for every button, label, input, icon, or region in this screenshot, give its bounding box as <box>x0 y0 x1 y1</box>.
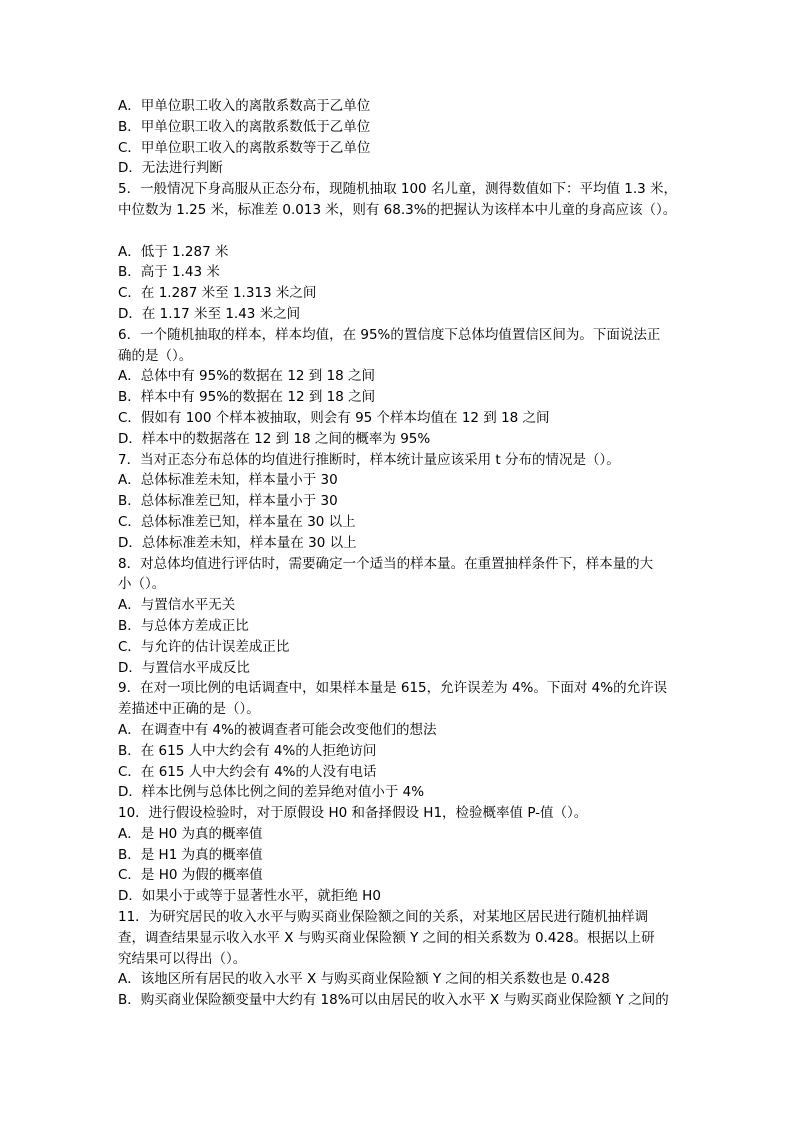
answer-option: B．总体标准差已知，样本量小于 30 <box>118 493 338 510</box>
document-page <box>118 96 688 1011</box>
question-text-line: 中位数为 1.25 米，标准差 0.013 米，则有 68.3%的把握认为该样本中儿童的身高应该（）。 <box>118 201 677 218</box>
question-text-line: 差描述中正确的是（）。 <box>118 701 260 718</box>
answer-option: D．如果小于或等于显著性水平，就拒绝 H0 <box>118 888 381 905</box>
question-text-line: 确的是（）。 <box>118 347 193 364</box>
question-text-line: 8．对总体均值进行评估时，需要确定一个适当的样本量。在重置抽样条件下，样本量的大 <box>118 555 654 572</box>
answer-option: B．是 H1 为真的概率值 <box>118 846 263 863</box>
question-text-line: 6．一个随机抽取的样本，样本均值，在 95%的置信度下总体均值置信区间为。下面说法正 <box>118 326 661 343</box>
answer-option: C．总体标准差已知，样本量在 30 以上 <box>118 513 356 530</box>
question-text-line: 11．为研究居民的收入水平与购买商业保险额之间的关系，对某地区居民进行随机抽样调 <box>118 909 649 926</box>
answer-option: D．在 1.17 米至 1.43 米之间 <box>118 305 301 322</box>
answer-option: B．在 615 人中大约会有 4%的人拒绝访问 <box>118 742 377 759</box>
answer-option: B．购买商业保险额变量中大约有 18%可以由居民的收入水平 X 与购买商业保险额 Y 之间的 <box>118 992 669 1009</box>
answer-option: C．在 1.287 米至 1.313 米之间 <box>118 285 317 302</box>
answer-option: C．是 H0 为假的概率值 <box>118 867 263 884</box>
blank-line <box>118 221 688 242</box>
answer-option: C．在 615 人中大约会有 4%的人没有电话 <box>118 763 377 780</box>
answer-option: A．该地区所有居民的收入水平 X 与购买商业保险额 Y 之间的相关系数也是 0.428 <box>118 971 610 988</box>
answer-option: C．甲单位职工收入的离散系数等于乙单位 <box>118 139 371 156</box>
answer-option: A．低于 1.287 米 <box>118 243 229 260</box>
answer-option: C．假如有 100 个样本被抽取，则会有 95 个样本均值在 12 到 18 之间 <box>118 409 550 426</box>
question-text-line: 究结果可以得出（）。 <box>118 950 247 967</box>
answer-option: B．高于 1.43 米 <box>118 264 220 281</box>
answer-option: C．与允许的估计误差成正比 <box>118 638 290 655</box>
question-text-line: 查，调查结果显示收入水平 X 与购买商业保险额 Y 之间的相关系数为 0.428。根据以上研 <box>118 929 655 946</box>
answer-option: A．在调查中有 4%的被调查者可能会改变他们的想法 <box>118 721 437 738</box>
question-text-line: 9．在对一项比例的电话调查中，如果样本量是 615，允许误差为 4%。下面对 4%的允许误 <box>118 680 668 697</box>
answer-option: D．总体标准差未知，样本量在 30 以上 <box>118 534 357 551</box>
question-text-line: 10．进行假设检验时，对于原假设 H0 和备择假设 H1，检验概率值 P-值（）。 <box>118 805 588 822</box>
answer-option: A．与置信水平无关 <box>118 597 236 614</box>
answer-option: B．甲单位职工收入的离散系数低于乙单位 <box>118 118 371 135</box>
answer-option: A．总体中有 95%的数据在 12 到 18 之间 <box>118 368 376 385</box>
answer-option: D．样本比例与总体比例之间的差异绝对值小于 4% <box>118 784 425 801</box>
answer-option: B．样本中有 95%的数据在 12 到 18 之间 <box>118 389 376 406</box>
answer-option: A．总体标准差未知，样本量小于 30 <box>118 472 338 489</box>
answer-option: D．与置信水平成反比 <box>118 659 250 676</box>
answer-option: D．无法进行判断 <box>118 160 223 177</box>
answer-option: D．样本中的数据落在 12 到 18 之间的概率为 95% <box>118 430 431 447</box>
answer-option: A．是 H0 为真的概率值 <box>118 825 263 842</box>
question-text-line: 5．一般情况下身高服从正态分布，现随机抽取 100 名儿童，测得数值如下：平均值 1.3 米， <box>118 181 677 198</box>
question-text-line: 小（）。 <box>118 576 166 593</box>
answer-option: A．甲单位职工收入的离散系数高于乙单位 <box>118 98 371 114</box>
question-text-line: 7．当对正态分布总体的均值进行推断时，样本统计量应该采用 t 分布的情况是（）。 <box>118 451 620 468</box>
answer-option: B．与总体方差成正比 <box>118 617 249 634</box>
